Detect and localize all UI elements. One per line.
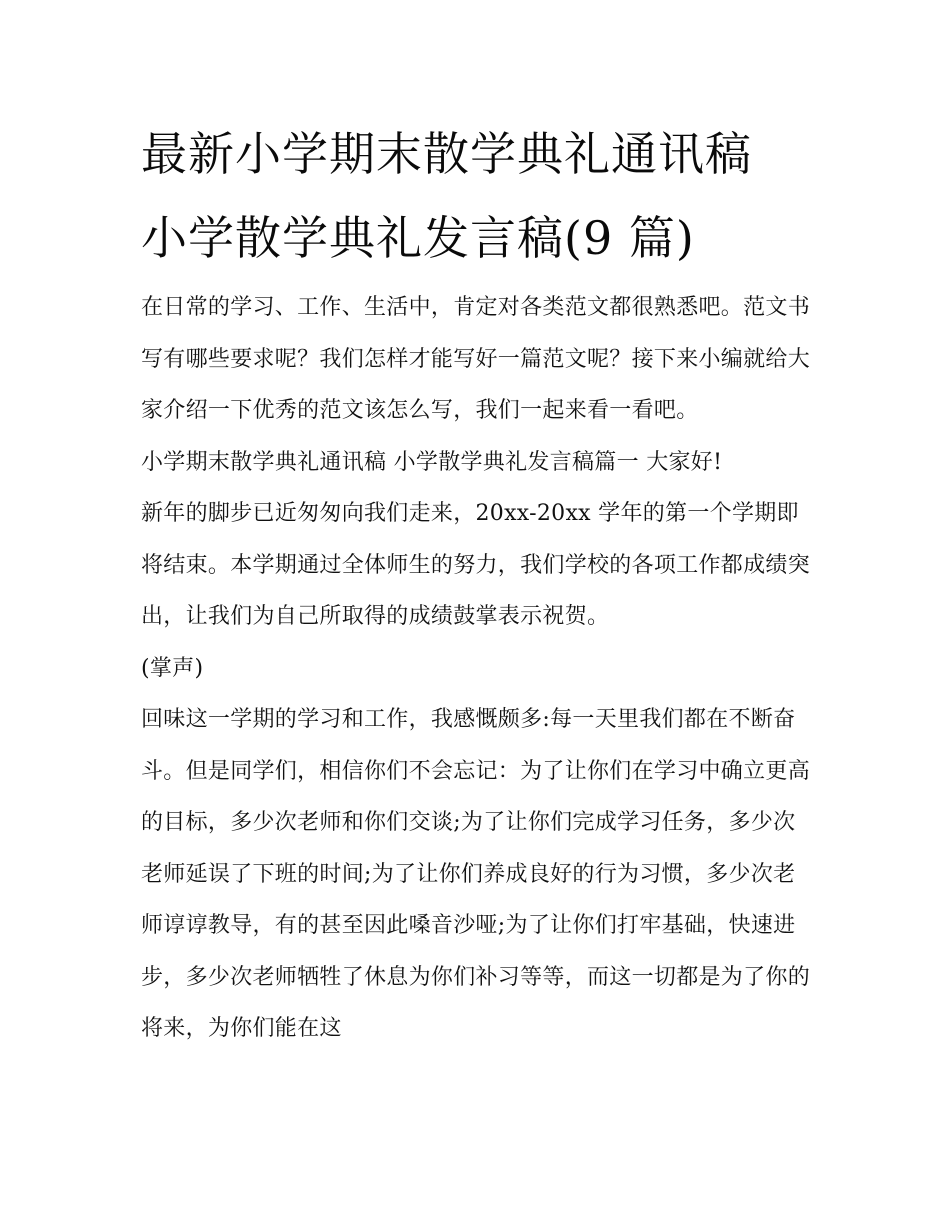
body-paragraph: 回味这一学期的学习和工作，我感慨颇多:每一天里我们都在不断奋斗。但是同学们，相信你们不会忘记：为了让你们在学习中确立更高的目标，多少次老师和你们交谈;为了让你们完成学习任务，多少次老师延误了下班的时间;为了让你们养成良好的行为习惯，多少次老师谆谆教导，有的甚至因此嗓音沙哑;为了让你们打牢基础，快速进步，多少次老师牺牲了休息为你们补习等等，而这一切都是为了你的将来，为你们能在这 (141, 707, 811, 1041)
document-page (141, 112, 813, 1055)
title-line-2: 小学散学典礼发言稿(9 篇) (141, 211, 695, 265)
section-heading-paragraph: 小学期末散学典礼通讯稿 小学散学典礼发言稿篇一 大家好! (141, 449, 723, 475)
applause-paragraph: (掌声) (141, 655, 204, 681)
intro-paragraph: 在日常的学习、工作、生活中，肯定对各类范文都很熟悉吧。范文书写有哪些要求呢？我们怎样才能写好一篇范文呢？接下来小编就给大家介绍一下优秀的范文该怎么写，我们一起来看一看吧。 (141, 295, 811, 423)
document-body (141, 282, 813, 1055)
document-title (141, 112, 813, 280)
body-paragraph: 新年的脚步已近匆匆向我们走来，20xx-20xx 学年的第一个学期即将结束。本学期通过全体师生的努力，我们学校的各项工作都成绩突出，让我们为自己所取得的成绩鼓掌表示祝贺。 (141, 501, 811, 629)
title-line-1: 最新小学期末散学典礼通讯稿 (141, 127, 752, 181)
